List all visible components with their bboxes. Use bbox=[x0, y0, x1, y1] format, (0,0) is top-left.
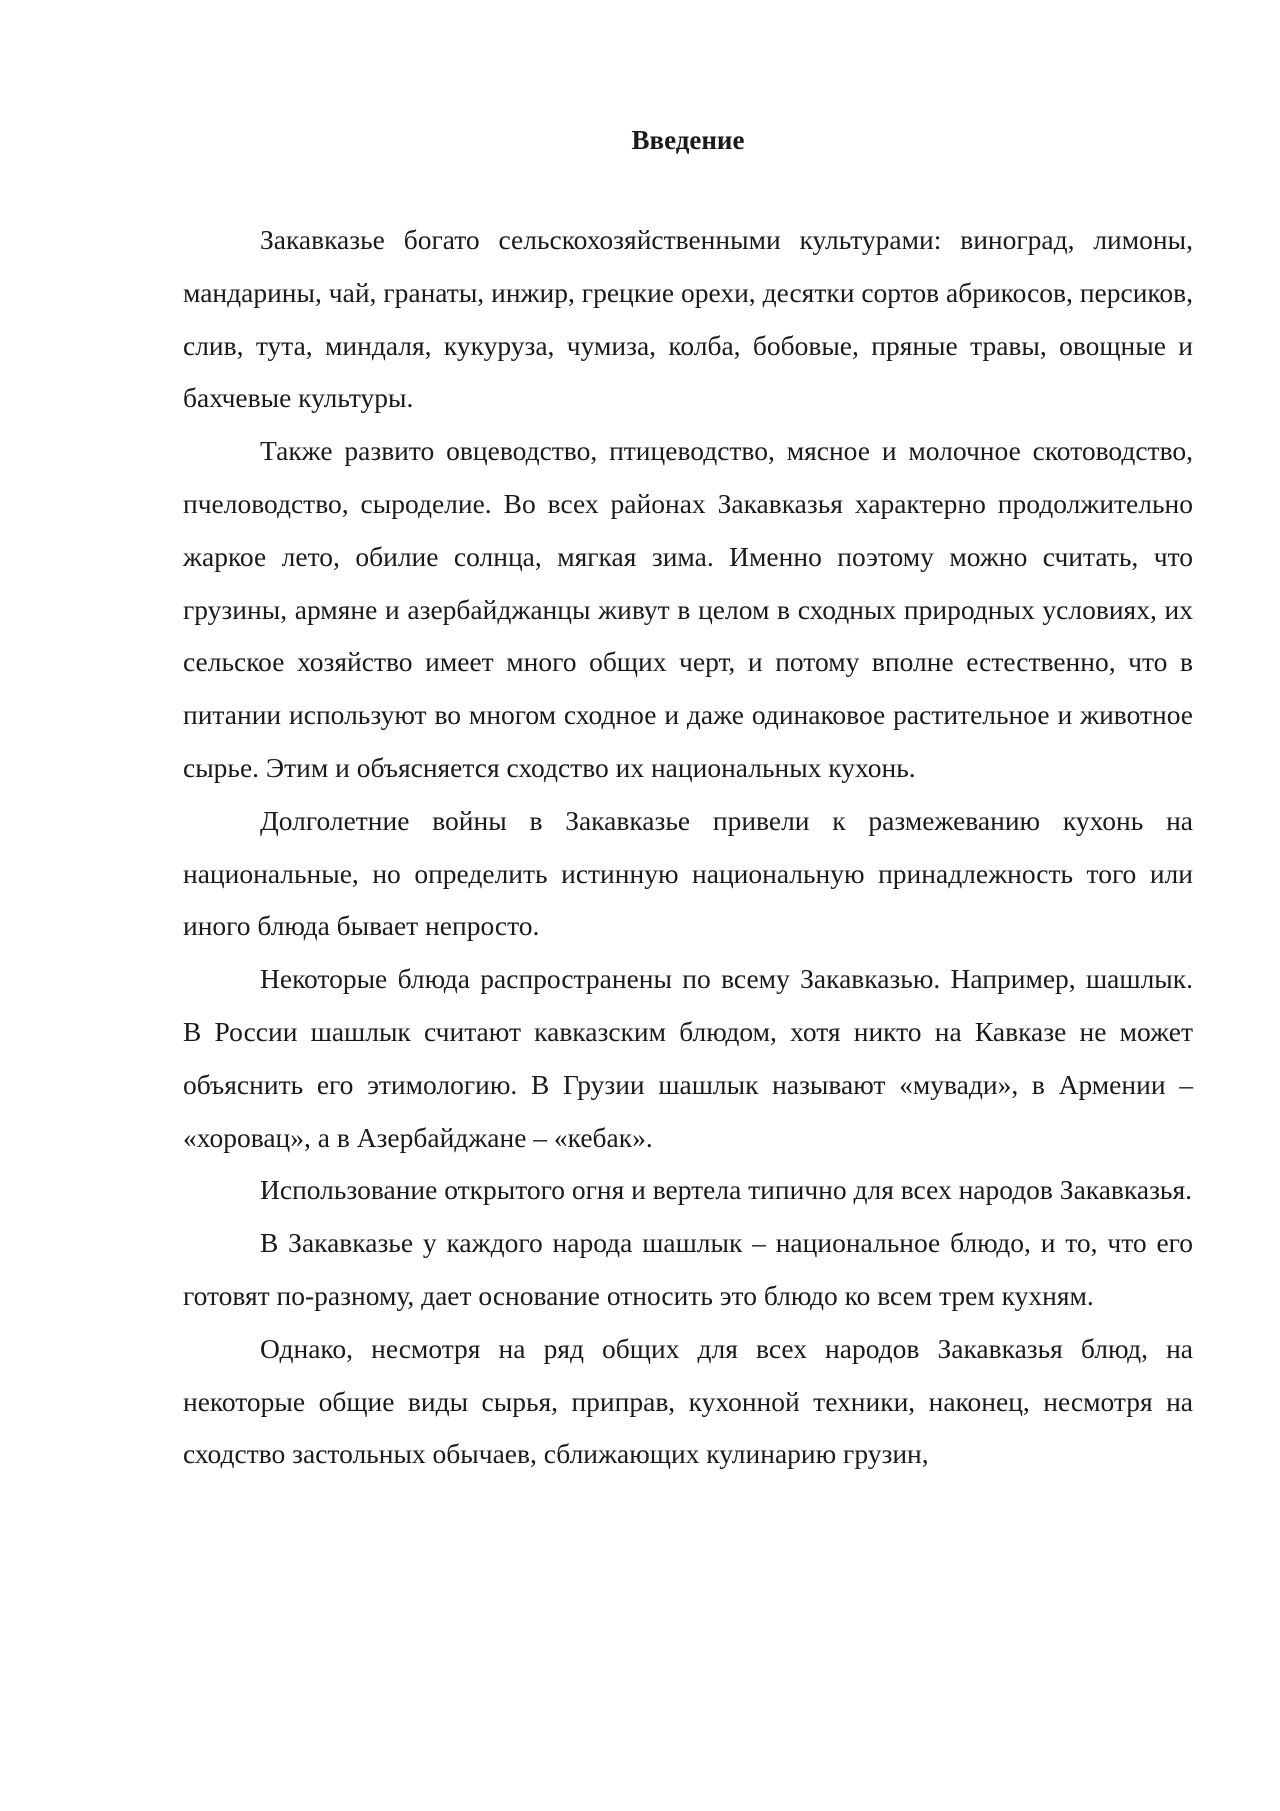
paragraph-wars: Долголетние войны в Закавказье привели к размежеванию кухонь на национальные, но определить истинную национальную принадлежность того или иного блюда бывает непросто. bbox=[183, 804, 1193, 942]
paragraph-national-dish: В Закавказье у каждого народа шашлык – национальное блюдо, и то, что его готовят по-разному, дает основание относить это блюдо ко всем трем кухням. bbox=[183, 1227, 1193, 1311]
paragraph-shashlik: Некоторые блюда распространены по всему Закавказью. Например, шашлык. В России шашлык считают кавказским блюдом, хотя никто на Кавказе не может объяснить его этимологию. В Грузии шашлык называют «мувади», в Армении – «хоровац», а в Азербайджане – «кебак». bbox=[183, 963, 1193, 1153]
paragraph-open-fire: Использование открытого огня и вертела типично для всех народов Закавказья. bbox=[260, 1174, 1192, 1206]
paragraph-however: Однако, несмотря на ряд общих для всех народов Закавказья блюд, на некоторые общие виды сырья, приправ, кухонной техники, наконец, несмотря на сходство застольных обычаев, сближающих кулинарию грузин, bbox=[183, 1332, 1193, 1470]
paragraph-livestock-climate: Также развито овцеводство, птицеводство, мясное и молочное скотоводство, пчеловодство, сыроделие. Во всех районах Закавказья характерно продолжительно жаркое лето, обилие солнца, мягкая зима. Именно поэтому можно считать, что грузины, армяне и азербайджанцы живут в целом в сходных природных условиях, их сельское хозяйство имеет много общих черт, и потому вполне естественно, что в питании используют во многом сходное и даже одинаковое растительное и животное сырье. Этим и объясняется сходство их национальных кухонь. bbox=[183, 435, 1193, 783]
page-title: Введение bbox=[631, 125, 745, 155]
document-body bbox=[183, 120, 1193, 1481]
paragraph-agriculture: Закавказье богато сельскохозяйственными культурами: виноград, лимоны, мандарины, чай, гранаты, инжир, грецкие орехи, десятки сортов абрикосов, персиков, слив, тута, миндаля, кукуруза, чумиза, колба, бобовые, пряные травы, овощные и бахчевые культуры. bbox=[183, 224, 1193, 414]
